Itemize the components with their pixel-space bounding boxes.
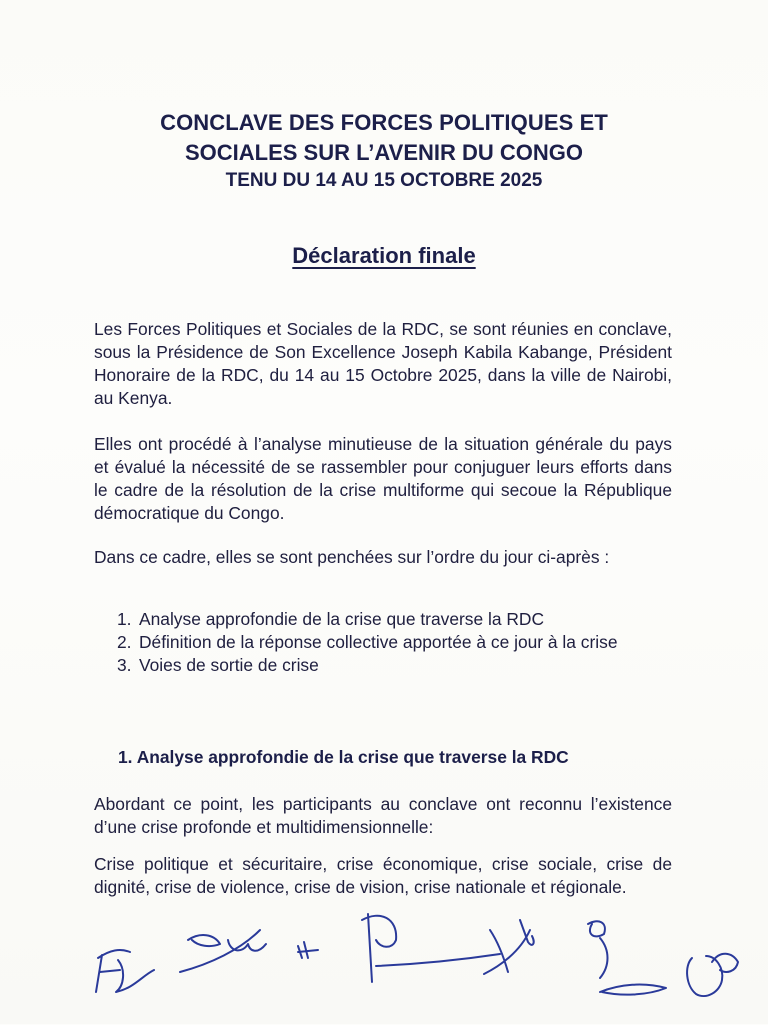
- signature-2: [180, 930, 266, 972]
- title-line-2: SOCIALES SUR L’AVENIR DU CONGO: [184, 140, 584, 165]
- list-item-number: 2.: [117, 632, 132, 652]
- title-dates: TENU DU 14 AU 15 OCTOBRE 2025: [225, 170, 543, 191]
- section-1-heading: 1. Analyse approfondie de la crise que traverse la RDC: [118, 747, 569, 767]
- signatures-area: [80, 900, 760, 1020]
- title-line-1: CONCLAVE DES FORCES POLITIQUES ET: [160, 110, 608, 135]
- list-item: [117, 608, 677, 631]
- paragraph-agenda-intro: Dans ce cadre, elles se sont penchées sur l’ordre du jour ci-après :: [94, 547, 610, 567]
- signature-6: [588, 921, 666, 994]
- list-item-text: Analyse approfondie de la crise que traverse la RDC: [139, 609, 545, 629]
- signature-7: [687, 954, 738, 996]
- list-item: [117, 654, 677, 677]
- signature-5: [484, 920, 534, 974]
- list-item-text: Définition de la réponse collective apportée à ce jour à la crise: [139, 632, 618, 652]
- signature-4: [362, 914, 500, 982]
- declaration-title: Déclaration finale: [292, 243, 476, 268]
- paragraph-crisis-list: Crise politique et sécuritaire, crise économique, crise sociale, crise de dignité, crise de violence, crise de vision, crise nationale et régionale.: [94, 854, 672, 897]
- list-item-text: Voies de sortie de crise: [139, 655, 319, 675]
- list-item: [117, 631, 677, 654]
- handwritten-signatures-image: [80, 900, 760, 1020]
- signature-3: [298, 942, 318, 958]
- paragraph-crisis-recognition: Abordant ce point, les participants au conclave ont reconnu l’existence d’une crise profonde et multidimensionnelle:: [94, 794, 672, 837]
- paragraph-analysis: Elles ont procédé à l’analyse minutieuse de la situation générale du pays et évalué la nécessité de se rassembler pour conjuguer leurs efforts dans le cadre de la résolution de la crise multiforme qui secoue la République démocratique du Congo.: [94, 434, 672, 523]
- list-item-number: 1.: [117, 609, 132, 629]
- paragraph-intro: Les Forces Politiques et Sociales de la RDC, se sont réunies en conclave, sous la Présidence de Son Excellence Joseph Kabila Kabange, Président Honoraire de la RDC, du 14 au 15 Octobre 2025, dans la ville de Nairobi, au Kenya.: [94, 319, 672, 408]
- signature-1: [96, 950, 154, 992]
- list-item-number: 3.: [117, 655, 132, 675]
- agenda-list: [117, 608, 677, 677]
